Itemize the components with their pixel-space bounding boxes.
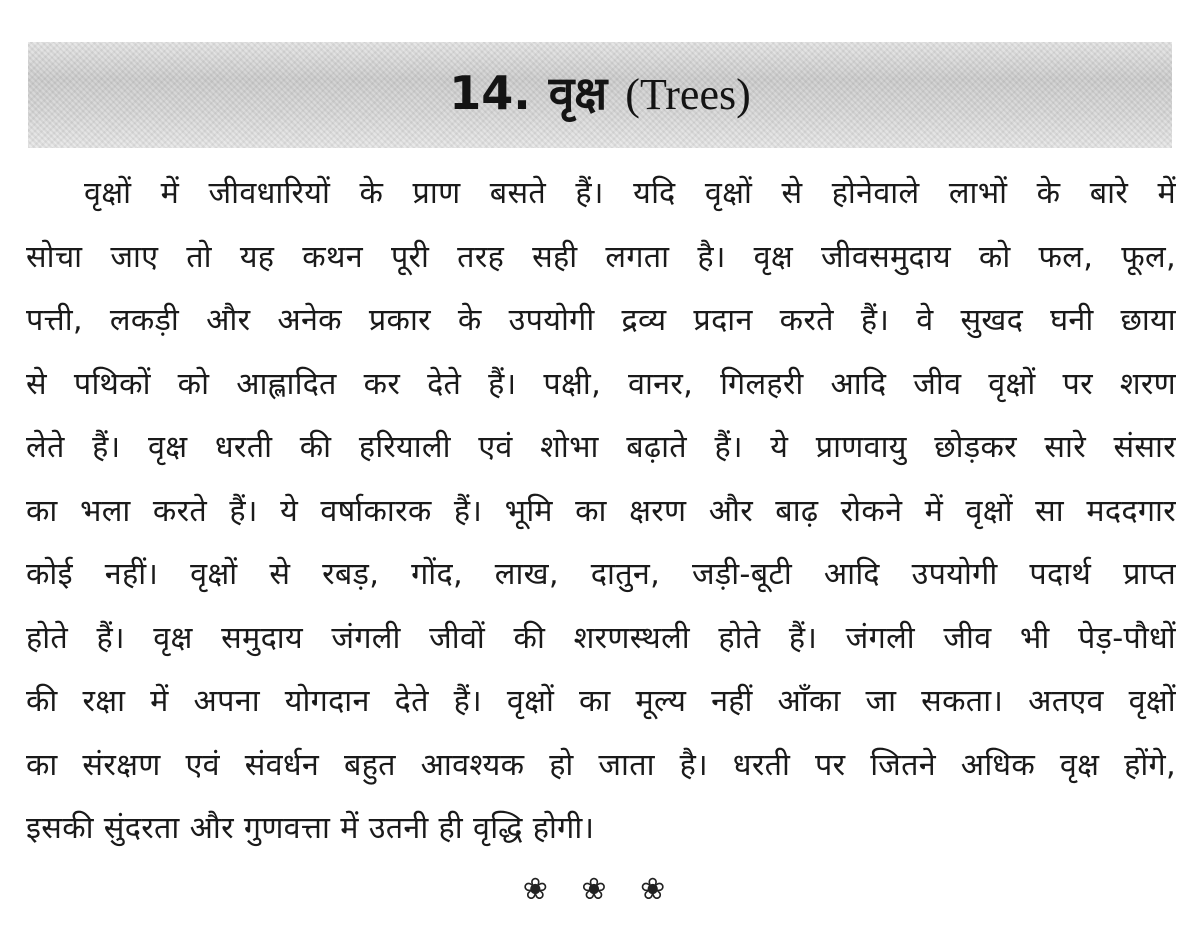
essay-line: का भला करते हैं। ये वर्षाकारक हैं। भूमि का क्षरण और बाढ़ रोकने में वृक्षों सा मददगार [26,493,1176,529]
essay-body [26,162,1176,861]
essay-line: होते हैं। वृक्ष समुदाय जंगली जीवों की शरणस्थली होते हैं। जंगली जीव भी पेड़-पौधों [26,620,1176,656]
title-hindi: वृक्ष [548,66,608,120]
essay-line: की रक्षा में अपना योगदान देते हैं। वृक्षों का मूल्य नहीं आँका जा सकता। अतएव वृक्षों [26,684,1176,719]
flower-ornament-icon: ❀ ❀ ❀ [522,872,678,907]
essay-line: लेते हैं। वृक्ष धरती की हरियाली एवं शोभा बढ़ाते हैं। ये प्राणवायु छोड़कर सारे संसार [26,430,1176,465]
title-band [28,42,1172,148]
page-title [449,61,751,123]
essay-line: का संरक्षण एवं संवर्धन बहुत आवश्यक हो जाता है। धरती पर जितने अधिक वृक्ष होंगे, [26,747,1176,783]
essay-line: सोचा जाए तो यह कथन पूरी तरह सही लगता है। वृक्ष जीवसमुदाय को फल, फूल, [26,239,1176,275]
title-number: 14. [449,66,531,120]
title-english: (Trees) [625,70,751,119]
essay-line: से पथिकों को आह्लादित कर देते हैं। पक्षी, वानर, गिलहरी आदि जीव वृक्षों पर शरण [26,366,1176,402]
essay-line-last: इसकी सुंदरता और गुणवत्ता में उतनी ही वृद्धि होगी। [26,811,595,846]
essay-line: कोई नहीं। वृक्षों से रबड़, गोंद, लाख, दातुन, जड़ी-बूटी आदि उपयोगी पदार्थ प्राप्त [26,557,1176,592]
essay-line: पत्ती, लकड़ी और अनेक प्रकार के उपयोगी द्रव्य प्रदान करते हैं। वे सुखद घनी छाया [26,303,1176,338]
essay-line: वृक्षों में जीवधारियों के प्राण बसते हैं। यदि वृक्षों से होनेवाले लाभों के बारे में [84,176,1176,211]
